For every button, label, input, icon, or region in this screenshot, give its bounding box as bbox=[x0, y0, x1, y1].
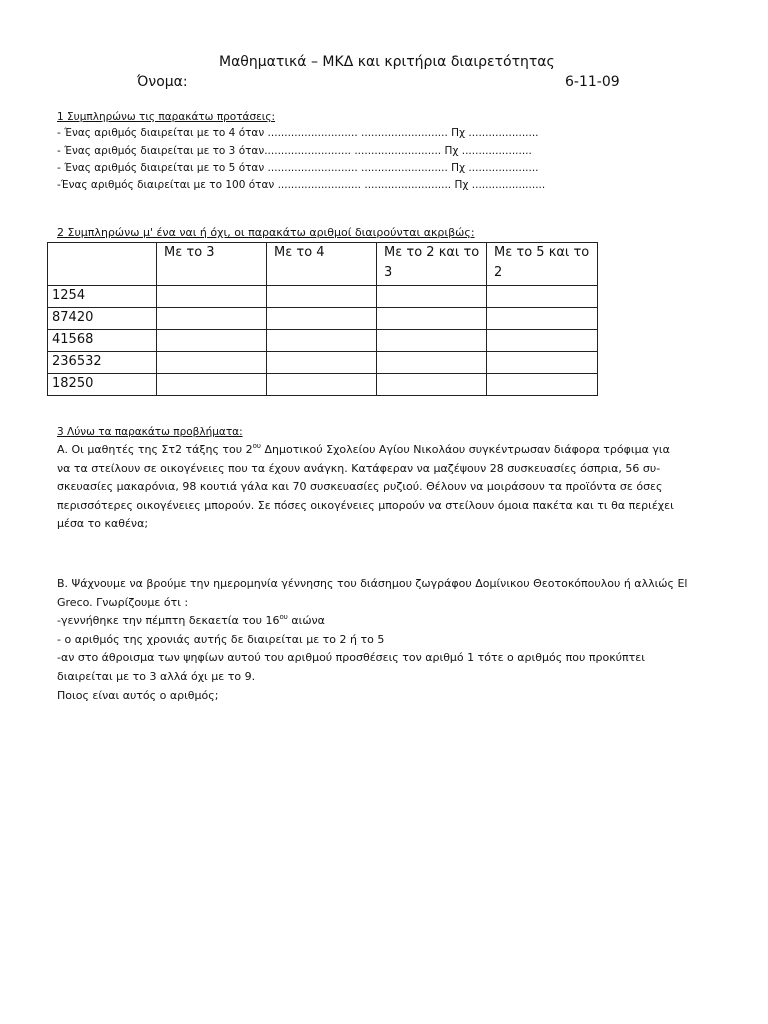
answer-cell[interactable] bbox=[377, 286, 487, 308]
problem-b-line: διαιρείται με το 3 αλλά όχι με το 9. bbox=[57, 669, 256, 683]
answer-cell[interactable] bbox=[157, 352, 267, 374]
answer-cell[interactable] bbox=[267, 374, 377, 396]
table-header-cell: Με το 4 bbox=[267, 243, 377, 286]
problem-b bbox=[57, 575, 707, 705]
problem-a-line: σκευασίες μακαρόνια, 98 κουτιά γάλα και 70 συσκευασίες ρυζιού. Θέλουν να μοιράσουν τα προϊόντα σε όσες bbox=[57, 480, 663, 494]
answer-cell[interactable] bbox=[157, 330, 267, 352]
table-header-cell: Με το 3 bbox=[157, 243, 267, 286]
problem-b-line: Greco. Γνωρίζουμε ότι : bbox=[57, 595, 189, 609]
problem-a bbox=[57, 441, 707, 534]
problem-b-line: - ο αριθμός της χρονιάς αυτής δε διαιρείται με το 2 ή το 5 bbox=[57, 632, 385, 646]
row-number: 18250 bbox=[48, 374, 157, 396]
problem-b-line: -αν στο άθροισμα των ψηφίων αυτού του αριθμού προσθέσεις τον αριθμό 1 τότε ο αριθμός που προκύπτει bbox=[57, 651, 645, 665]
section1-line: - Ένας αριθμός διαιρείται με το 4 όταν ........................... .......................... Πχ ..................... bbox=[57, 127, 539, 139]
answer-cell[interactable] bbox=[267, 330, 377, 352]
problem-b-line: Ποιος είναι αυτός ο αριθμός; bbox=[57, 688, 219, 702]
problem-a-line: Α. Οι μαθητές της Στ2 τάξης του $2^{o\upsilon}$ Δημοτικού Σχολείου Αγίου Νικολάου συγκέντρωσαν διάφορα τρόφιμα για bbox=[57, 442, 670, 456]
row-number: 1254 bbox=[48, 286, 157, 308]
answer-cell[interactable] bbox=[377, 374, 487, 396]
section1-line: - Ένας αριθμός διαιρείται με το 3 όταν.......................... .......................... Πχ ..................... bbox=[57, 145, 532, 157]
answer-cell[interactable] bbox=[267, 308, 377, 330]
answer-cell[interactable] bbox=[267, 286, 377, 308]
answer-cell[interactable] bbox=[487, 308, 598, 330]
problem-a-line: μέσα το καθένα; bbox=[57, 517, 149, 531]
worksheet-date: 6-11-09 bbox=[565, 74, 620, 90]
answer-cell[interactable] bbox=[487, 330, 598, 352]
table-header-cell: Με το 2 και το 3 bbox=[377, 243, 487, 286]
problem-a-line: να τα στείλουν σε οικογένειες που τα έχουν ανάγκη. Κατάφεραν να μαζέψουν 28 συσκευασίες όσπρια, 56 συ- bbox=[57, 461, 661, 475]
section1-heading: 1 Συμπληρώνω τις παρακάτω προτάσεις: bbox=[57, 111, 276, 123]
row-number: 41568 bbox=[48, 330, 157, 352]
table-row bbox=[48, 374, 598, 396]
answer-cell[interactable] bbox=[157, 308, 267, 330]
answer-cell[interactable] bbox=[487, 374, 598, 396]
divisibility-table bbox=[47, 242, 598, 396]
table-header-cell bbox=[48, 243, 157, 286]
table-header-cell: Με το 5 και το 2 bbox=[487, 243, 598, 286]
answer-cell[interactable] bbox=[157, 286, 267, 308]
section2-heading: 2 Συμπληρώνω μ' ένα ναι ή όχι, οι παρακάτω αριθμοί διαιρούνται ακριβώς: bbox=[57, 226, 475, 239]
table-row bbox=[48, 286, 598, 308]
answer-cell[interactable] bbox=[487, 352, 598, 374]
name-label: Όνομα: bbox=[137, 74, 188, 90]
row-number: 236532 bbox=[48, 352, 157, 374]
answer-cell[interactable] bbox=[487, 286, 598, 308]
answer-cell[interactable] bbox=[267, 352, 377, 374]
section3-heading: 3 Λύνω τα παρακάτω προβλήματα: bbox=[57, 426, 243, 438]
table-row bbox=[48, 330, 598, 352]
section1-line: - Ένας αριθμός διαιρείται με το 5 όταν ........................... .......................... Πχ ..................... bbox=[57, 162, 539, 174]
page-title: Μαθηματικά – ΜΚΔ και κριτήρια διαιρετότητας bbox=[219, 54, 555, 70]
table-header-row bbox=[48, 243, 598, 286]
answer-cell[interactable] bbox=[377, 308, 487, 330]
table-row bbox=[48, 308, 598, 330]
row-number: 87420 bbox=[48, 308, 157, 330]
problem-a-line: περισσότερες οικογένειες μπορούν. Σε πόσες οικογένειες μπορούν να στείλουν όμοια πακέτα και τι θα περιέχει bbox=[57, 498, 674, 512]
answer-cell[interactable] bbox=[157, 374, 267, 396]
answer-cell[interactable] bbox=[377, 330, 487, 352]
table-row bbox=[48, 352, 598, 374]
problem-b-line: Β. Ψάχνουμε να βρούμε την ημερομηνία γέννησης του διάσημου ζωγράφου Δομίνικου Θεοτοκόπουλου ή αλλιώς El bbox=[57, 577, 688, 590]
answer-cell[interactable] bbox=[377, 352, 487, 374]
problem-b-line: -γεννήθηκε την πέμπτη δεκαετία του $16^{o\upsilon}$ αιώνα bbox=[57, 613, 325, 628]
section1-line: -Ένας αριθμός διαιρείται με το 100 όταν ......................... .......................... Πχ ...................... bbox=[57, 179, 546, 191]
